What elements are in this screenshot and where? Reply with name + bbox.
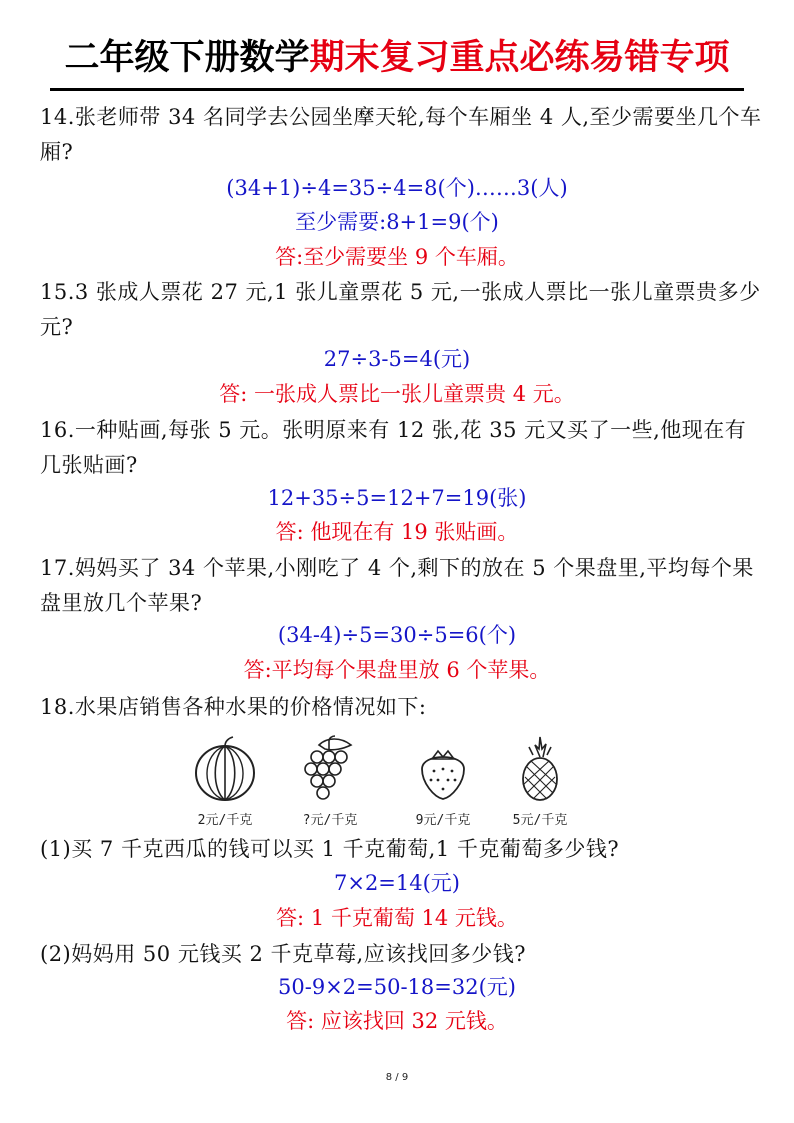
- q16-step-1: 12+35÷5=12+7=19(张): [267, 486, 527, 510]
- grapes-price: ?元/千克: [302, 813, 358, 828]
- q14-step-1: (34+1)÷4=35÷4=8(个)……3(人): [226, 176, 568, 200]
- q18-1-step: 7×2=14(元): [333, 871, 461, 895]
- question-16: 16.一种贴画,每张 5 元。张明原来有 12 张,花 35 元又买了一些,他现在有几张贴画?: [40, 418, 747, 477]
- fruit-strawberry: [398, 735, 488, 828]
- q14-answer: 答:至少需要坐 9 个车厢。: [275, 245, 519, 269]
- q15-step-1: 27÷3-5=4(元): [323, 347, 471, 371]
- pineapple-price: 5元/千克: [512, 813, 568, 828]
- strawberry-price: 9元/千克: [415, 813, 471, 828]
- q17-answer: 答:平均每个果盘里放 6 个苹果。: [243, 658, 551, 682]
- watermelon-price: 2元/千克: [197, 813, 253, 828]
- page-title: [0, 32, 794, 84]
- question-18: 18.水果店销售各种水果的价格情况如下:: [40, 695, 427, 719]
- fruit-pineapple: [495, 735, 585, 828]
- title-grade: 二年级下册数学: [64, 38, 310, 78]
- pineapple-icon: [505, 735, 575, 803]
- q18-2-answer: 答: 应该找回 32 元钱。: [286, 1009, 508, 1033]
- q18-2-step: 50-9×2=50-18=32(元): [278, 975, 516, 999]
- watermelon-icon: [190, 735, 260, 803]
- q15-answer: 答: 一张成人票比一张儿童票贵 4 元。: [219, 382, 575, 406]
- question-15: 15.3 张成人票花 27 元,1 张儿童票花 5 元,一张成人票比一张儿童票贵多少元?: [40, 280, 761, 339]
- title-underline: [50, 88, 744, 91]
- page-number: 8 / 9: [385, 1072, 409, 1083]
- question-18-part-2: (2)妈妈用 50 元钱买 2 千克草莓,应该找回多少钱?: [40, 942, 526, 966]
- strawberry-icon: [408, 735, 478, 803]
- question-17: 17.妈妈买了 34 个苹果,小刚吃了 4 个,剩下的放在 5 个果盘里,平均每个果盘里放几个苹果?: [40, 556, 754, 615]
- question-14: 14.张老师带 34 名同学去公园坐摩天轮,每个车厢坐 4 人,至少需要坐几个车厢?: [40, 105, 762, 164]
- fruit-price-list: [0, 735, 794, 835]
- q16-answer: 答: 他现在有 19 张贴画。: [275, 520, 519, 544]
- fruit-watermelon: [180, 735, 270, 828]
- grapes-icon: [295, 735, 365, 803]
- title-topic: 期末复习重点必练易错专项: [309, 38, 730, 78]
- question-18-part-1: (1)买 7 千克西瓜的钱可以买 1 千克葡萄,1 千克葡萄多少钱?: [40, 837, 620, 861]
- q17-step-1: (34-4)÷5=30÷5=6(个): [277, 623, 517, 647]
- fruit-grapes: [285, 735, 375, 828]
- q18-1-answer: 答: 1 千克葡萄 14 元钱。: [276, 906, 518, 930]
- q14-step-2: 至少需要:8+1=9(个): [295, 210, 499, 234]
